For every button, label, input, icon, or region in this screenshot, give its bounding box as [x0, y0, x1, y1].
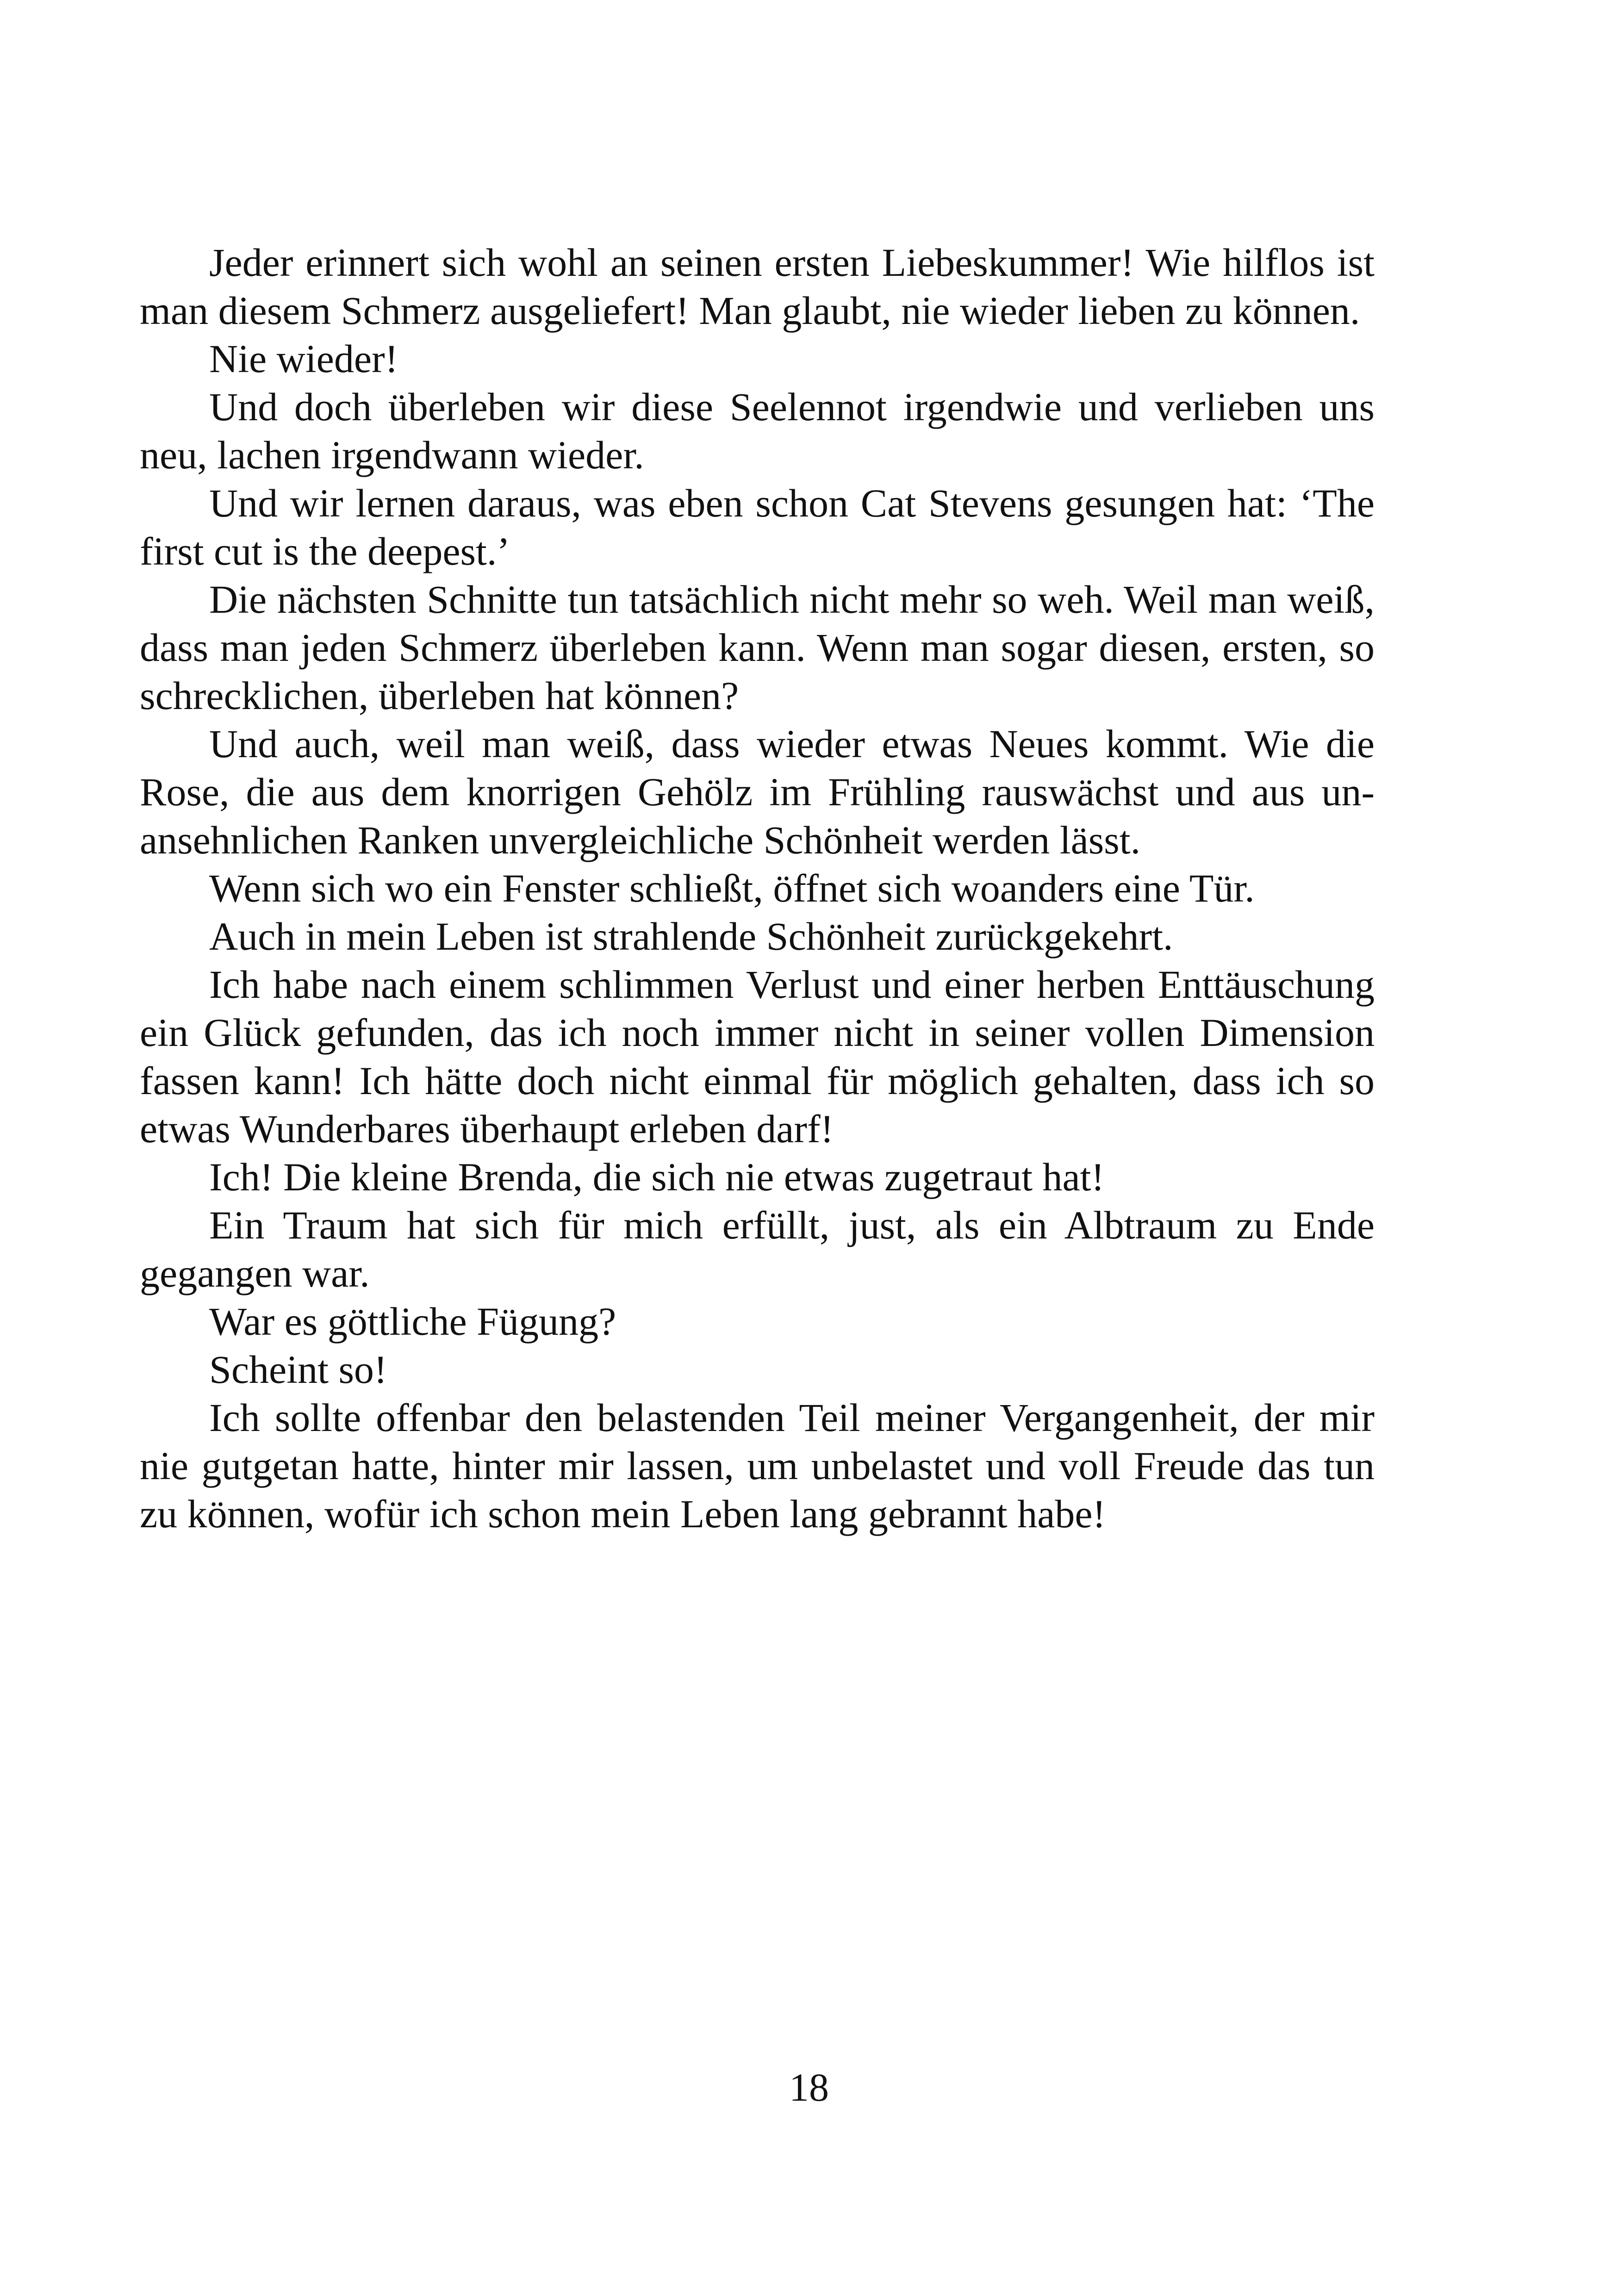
paragraph-1: Jeder erinnert sich wohl an seinen ersten Liebeskummer! Wie hilflos ist man diesem Schmerz ausgeliefert! Man glaubt, nie wieder lieben zu können.: [140, 240, 1375, 333]
paragraph-10: Ich! Die kleine Brenda, die sich nie etwas zugetraut hat!: [209, 1155, 1105, 1199]
paragraph-5: Die nächsten Schnitte tun tatsächlich nicht mehr so weh. Weil man weiß, dass man jeden Schmerz überleben kann. Wenn man sogar diesen, ersten, so schrecklichen, überleben hat können?: [140, 577, 1375, 718]
paragraph-7: Wenn sich wo ein Fenster schließt, öffnet sich woanders eine Tür.: [209, 866, 1255, 910]
paragraph-6: Und auch, weil man weiß, dass wieder etwas Neues kommt. Wie die Rose, die aus dem knorrigen Gehölz im Frühling rauswächst und aus unansehnlichen Ranken unvergleichliche Schönheit werden lässt.: [140, 722, 1375, 862]
paragraph-9: Ich habe nach einem schlimmen Verlust und einer herben Enttäuschung ein Glück gefunden, das ich noch immer nicht in seiner vollen Dimension fassen kann! Ich hätte doch nicht einmal für möglich gehalten, dass ich so etwas Wunderbares überhaupt erleben darf!: [140, 962, 1375, 1151]
paragraph-11: Ein Traum hat sich für mich erfüllt, just, als ein Albtraum zu Ende gegangen war.: [140, 1203, 1375, 1295]
body-text: [140, 238, 1375, 1538]
paragraph-12: War es göttliche Fügung?: [209, 1299, 616, 1344]
paragraph-8: Auch in mein Leben ist strahlende Schönheit zurückgekehrt.: [209, 914, 1173, 958]
paragraph-14: Ich sollte offenbar den belastenden Teil meiner Vergangenheit, der mir nie gutgetan hatte, hinter mir lassen, um unbelastet und voll Freude das tun zu können, wofür ich schon mein Leben lang gebrannt habe!: [140, 1395, 1375, 1536]
paragraph-3: Und doch überleben wir diese Seelennot irgendwie und verlieben uns neu, lachen irgendwann wieder.: [140, 385, 1375, 477]
paragraph-2: Nie wieder!: [209, 336, 398, 381]
paragraph-4: Und wir lernen daraus, was eben schon Cat Stevens gesungen hat: ‘The first cut is the deepest.’: [140, 481, 1375, 573]
page-number: 18: [789, 2065, 829, 2109]
paragraph-13: Scheint so!: [209, 1347, 387, 1392]
